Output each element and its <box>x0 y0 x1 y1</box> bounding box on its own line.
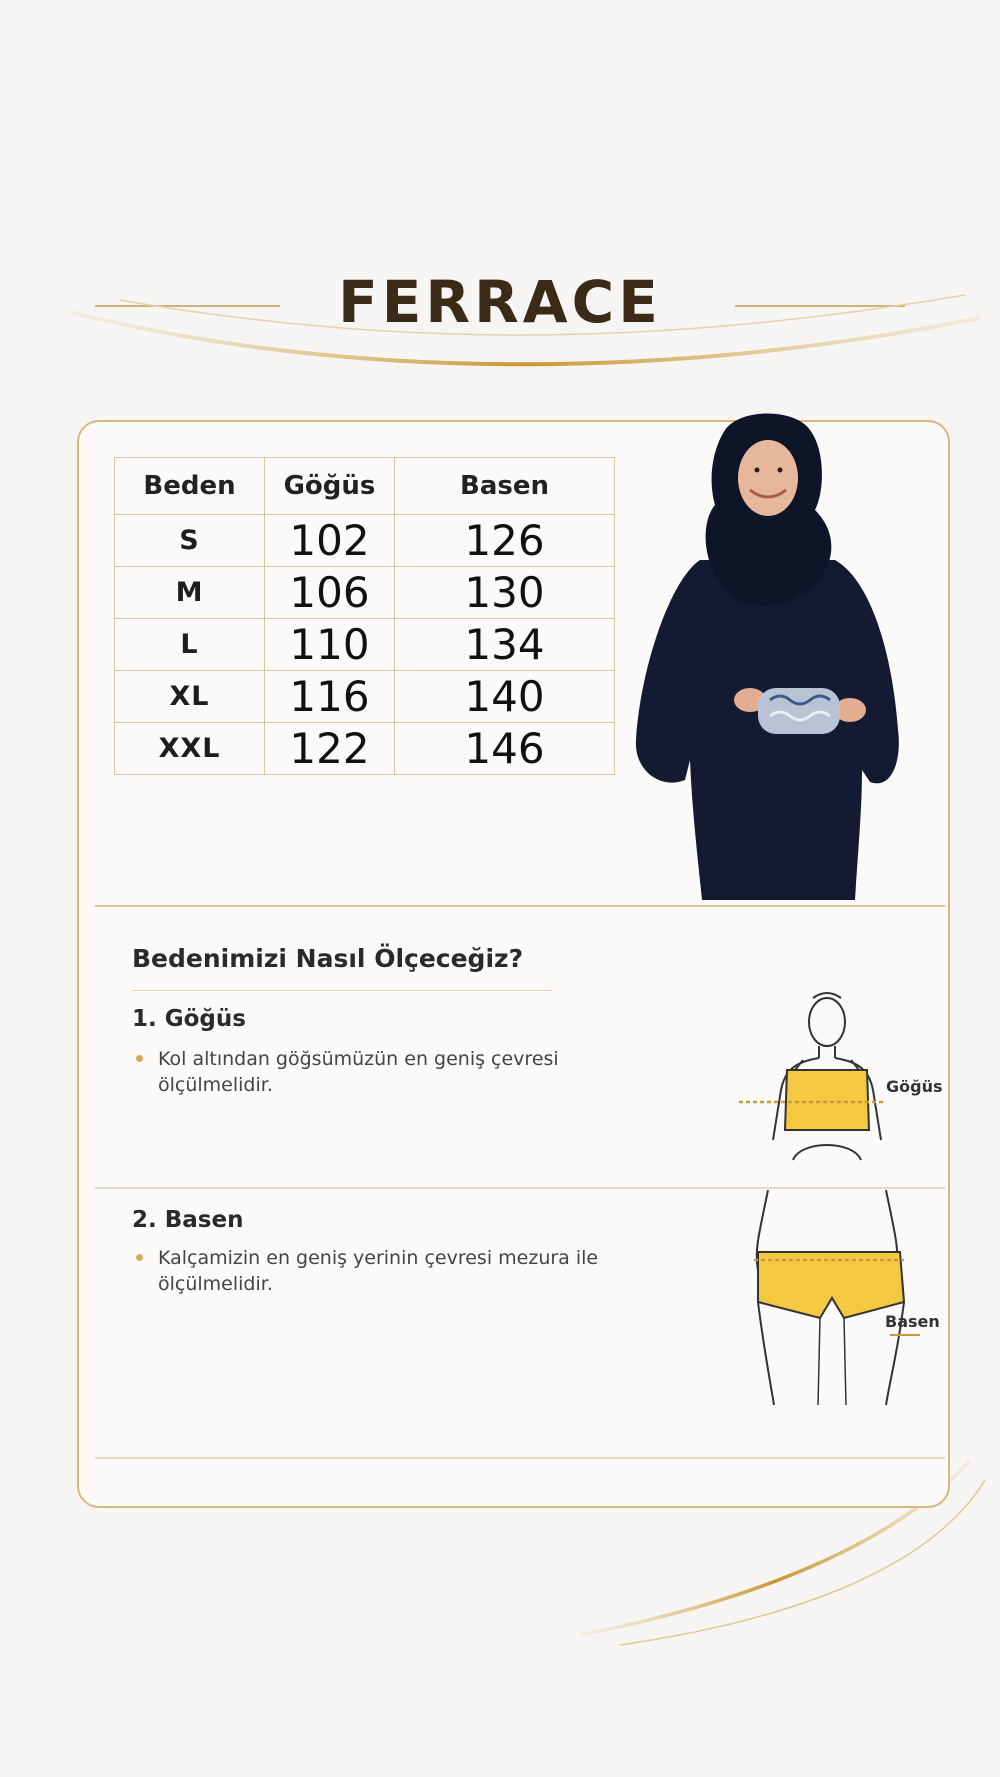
bullet-dot <box>136 1055 143 1062</box>
section-gogus-text <box>158 1046 678 1098</box>
size-cell: S <box>115 515 265 567</box>
section-basen-description: Kalçamizin en geniş yerinin çevresi mezura ile ölçülmelidir. <box>158 1247 599 1295</box>
header-size: Beden <box>115 458 265 515</box>
table-row <box>115 515 615 567</box>
gogus-cell: 106 <box>265 567 395 619</box>
section-basen-title: 2. Basen <box>132 1207 244 1233</box>
gogus-cell: 122 <box>265 723 395 775</box>
chest-measure-illustration <box>735 990 895 1180</box>
size-table <box>114 457 615 775</box>
basen-cell: 130 <box>395 567 615 619</box>
header-basen: Basen <box>395 458 615 515</box>
hip-measure-illustration <box>740 1190 920 1405</box>
gogus-cell: 116 <box>265 671 395 723</box>
size-cell: M <box>115 567 265 619</box>
title-underline <box>132 990 552 991</box>
table-row <box>115 567 615 619</box>
table-header-row <box>115 458 615 515</box>
section-gogus-title: 1. Göğüs <box>132 1006 246 1032</box>
table-row <box>115 723 615 775</box>
gogus-cell: 102 <box>265 515 395 567</box>
divider-bottom <box>95 1457 945 1459</box>
basen-cell: 146 <box>395 723 615 775</box>
measure-guide-title: Bedenimizi Nasıl Ölçeceğiz? <box>132 944 524 973</box>
model-photo <box>630 410 905 900</box>
table-row <box>115 619 615 671</box>
divider-top <box>95 905 945 907</box>
section-basen-text <box>158 1245 678 1297</box>
section-gogus-description: Kol altından göğsümüzün en geniş çevresi ölçülmelidir. <box>158 1048 559 1096</box>
hip-figure-label: Basen <box>885 1312 940 1331</box>
chest-figure-label: Göğüs <box>886 1077 943 1096</box>
size-cell: XL <box>115 671 265 723</box>
size-cell: XXL <box>115 723 265 775</box>
basen-cell: 134 <box>395 619 615 671</box>
gogus-cell: 110 <box>265 619 395 671</box>
basen-cell: 126 <box>395 515 615 567</box>
basen-cell: 140 <box>395 671 615 723</box>
table-row <box>115 671 615 723</box>
brand-title: FERRACE <box>338 268 662 336</box>
divider-middle <box>95 1187 945 1189</box>
size-cell: L <box>115 619 265 671</box>
header-gogus: Göğüs <box>265 458 395 515</box>
bullet-dot <box>136 1254 143 1261</box>
